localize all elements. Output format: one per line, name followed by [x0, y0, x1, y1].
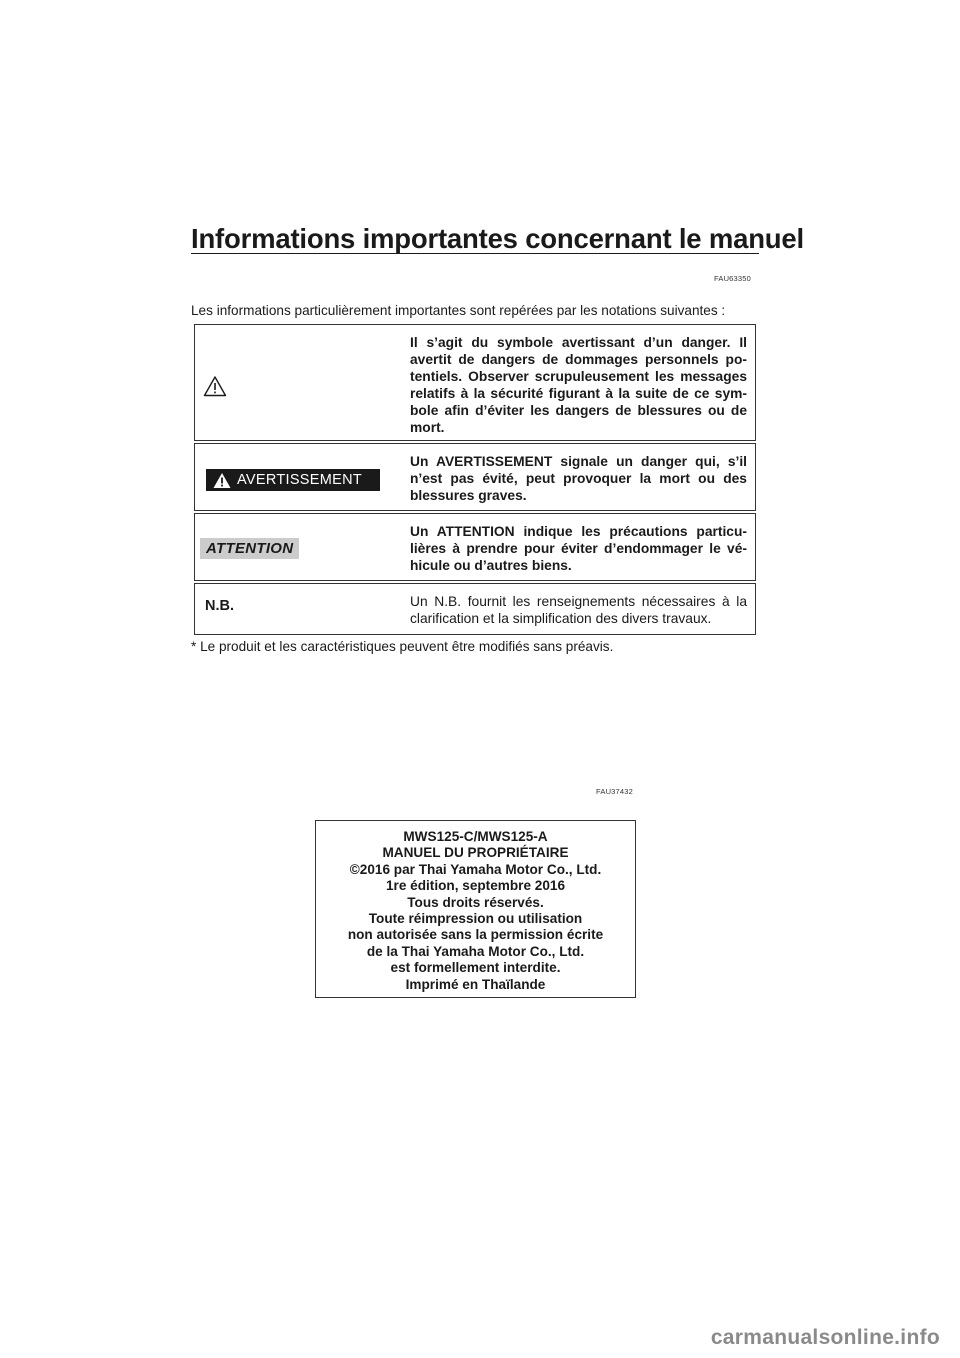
notice-row-nb — [194, 583, 756, 635]
title-underline — [191, 253, 759, 254]
notice-label-cell — [195, 514, 399, 580]
reference-code-bottom: FAU37432 — [596, 787, 634, 796]
page-title: Informations importantes concernant le manuel — [191, 223, 804, 254]
copyright-line: est formellement interdite. — [390, 960, 561, 976]
footnote: * Le produit et les caractéristiques peuvent être modifiés sans préavis. — [191, 639, 614, 654]
copyright-line: non autorisée sans la permission écrite — [347, 927, 604, 943]
notice-symbol-cell — [195, 325, 399, 440]
notice-description: Un N.B. fournit les renseignements nécessaires à la clarification et la simplification des divers travaux. — [410, 594, 747, 626]
notice-label-cell — [195, 444, 399, 510]
copyright-line: de la Thai Yamaha Motor Co., Ltd. — [366, 943, 585, 959]
attention-label: ATTENTION — [200, 538, 299, 559]
notice-label-cell — [195, 584, 399, 634]
notice-row-avertissement — [194, 443, 756, 511]
avertissement-label-text: AVERTISSEMENT — [237, 472, 363, 488]
notice-description: Un ATTENTION indique les précautions particu-lières à prendre pour éviter d’endommager le vé-hicule ou d’autres biens. — [410, 524, 747, 573]
nb-label: N.B. — [205, 598, 234, 614]
watermark: carmanualsonline.info — [710, 1326, 940, 1349]
reference-code-top: FAU63350 — [714, 274, 752, 283]
copyright-line: Tous droits réservés. — [407, 894, 544, 910]
warning-triangle-icon — [203, 375, 227, 397]
copyright-line: Toute réimpression ou utilisation — [368, 911, 583, 927]
notice-description: Un AVERTISSEMENT signale un danger qui, s’il n’est pas évité, peut provoquer la mort ou des blessures graves. — [410, 454, 747, 503]
notice-description: Il s’agit du symbole avertissant d’un danger. Il avertit de dangers de dommages personnels po-tentiels. Observer scrupuleusement les messages relatifs à la sécurité figurant à la suite de ce sym-bole afin d’éviter les dangers de blessures ou de mort. — [410, 335, 747, 435]
warning-triangle-icon — [213, 472, 231, 489]
copyright-line: ©2016 par Thai Yamaha Motor Co., Ltd. — [349, 861, 602, 877]
copyright-line: MANUEL DU PROPRIÉTAIRE — [382, 845, 569, 861]
copyright-box — [315, 820, 636, 998]
copyright-line: Imprimé en Thaïlande — [405, 976, 546, 992]
notice-row-attention — [194, 513, 756, 581]
intro-text: Les informations particulièrement importantes sont repérées par les notations suivantes : — [191, 303, 726, 318]
notice-row-warning-symbol — [194, 324, 756, 441]
avertissement-label — [206, 469, 380, 491]
copyright-line: 1re édition, septembre 2016 — [385, 878, 566, 894]
copyright-line: MWS125-C/MWS125-A — [403, 829, 548, 844]
